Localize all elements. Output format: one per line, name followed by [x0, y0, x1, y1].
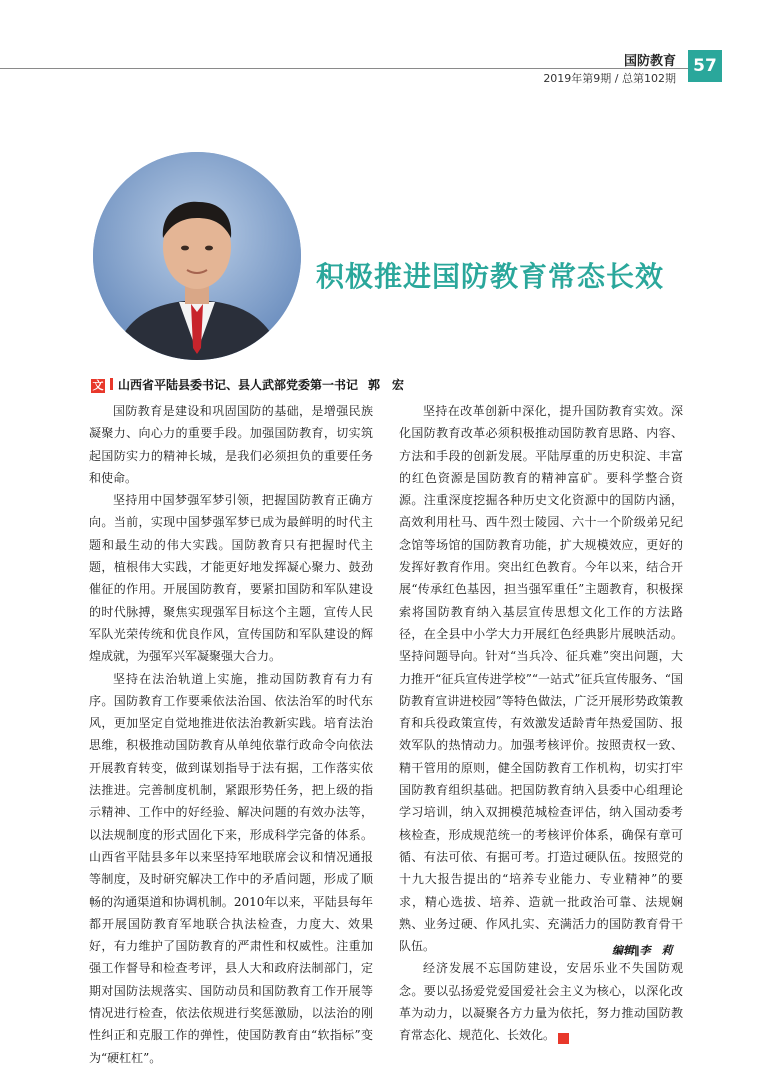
portrait-illustration: [93, 152, 301, 360]
article-column-left: [89, 400, 373, 1069]
magazine-name: 国防教育: [623, 54, 676, 69]
byline-organization: 山西省平陆县委书记、县人武部党委第一书记: [118, 378, 359, 392]
author-portrait: [93, 152, 301, 360]
byline-author: 郭 宏: [368, 378, 405, 392]
byline-tag: 文: [92, 379, 104, 392]
paragraph: 国防教育是建设和巩固国防的基础，是增强民族凝聚力、向心力的重要手段。加强国防教育，切实筑起国防实力的精神长城，是我们必须担负的重要任务和使命。: [89, 404, 373, 485]
article-title: 积极推进国防教育常态长效: [316, 260, 665, 293]
byline: [91, 376, 404, 393]
end-mark-icon: G: [558, 1033, 569, 1044]
paragraph: 坚持在法治轨道上实施，推动国防教育有力有序。国防教育工作要乘依法治国、依法治军的时代东风，更加坚定自觉地推进依法治教新实践。培育法治思维，积极推动国防教育从单纯依靠行政命令向依法开展教育转变，做到谋划指导于法有据，工作落实依法推进。完善制度机制，紧跟形势任务，把上级的指示精神、工作中的好经验、解决问题的有效办法等，以法规制度的形式固化下来，形成科学完备的体系。山西省平陆县多年以来坚持军地联席会议和情况通报等制度，及时研究解决工作中的矛盾问题，形成了顺畅的沟通渠道和协调机制。2010年以来，平陆县每年都开展国防教育军地联合执法检查，力度大、效果好，有力维护了国防教育的严肃性和权威性。注重加强工作督导和检查考评，县人大和政府法制部门，定期对国防法规落实、国防动员和国防教育工作开展等情况进行检查，依法依规进行奖惩激励，以法治的刚性纠正和克服工作的弹性，使国防教育由“软指标”变为“硬杠杠”。: [89, 671, 373, 1065]
header-rule: [0, 68, 688, 69]
paragraph-last: [399, 957, 683, 1046]
byline-separator: [110, 378, 113, 390]
paragraph-text: 经济发展不忘国防建设，安居乐业不失国防观念。要以弘扬爱党爱国爱社会主义为核心，以深化改革为动力，以凝聚各方力量为依托，努力推动国防教育常态化、规范化、长效化。: [399, 961, 683, 1043]
editor-credit: 编辑∥李 莉: [612, 944, 673, 957]
paragraph: 坚持在改革创新中深化，提升国防教育实效。深化国防教育改革必须积极推动国防教育思路、内容、方法和手段的创新发展。平陆厚重的历史积淀、丰富的红色资源是国防教育的精神富矿。要科学整合资源。注重深度挖掘各种历史文化资源中的国防内涵，高效利用杜马、西牛烈士陵园、六十一个阶级弟兄纪念馆等场馆的国防教育功能，扩大规模效应，更好的发挥好教育作用。突出红色教育。今年以来，结合开展“传承红色基因，担当强军重任”主题教育，积极探索将国防教育纳入基层宣传思想文化工作的方法路径，在全县中小学大力开展红色经典影片展映活动。坚持问题导向。针对“当兵冷、征兵难”突出问题，大力推开“征兵宣传进学校”“一站式”征兵宣传服务、“国防教育宣讲进校园”等特色做法，广泛开展形势政策教育和兵役政策宣传，有效激发适龄青年热爱国防、报效军队的热情动力。加强考核评价。按照责权一致、精干管用的原则，健全国防教育工作机构，切实打牢国防教育组织基础。把国防教育纳入县委中心组理论学习培训，纳入双拥模范城检查评估，纳入国动委考核检查，形成规范统一的考核评价体系，确保有章可循、有法可依、有据可考。打造过硬队伍。按照党的十九大报告提出的“培养专业能力、专业精神”的要求，精心选拔、培养、造就一批政治可靠、法规娴熟、业务过硬、作风扎实、充满活力的国防教育骨干队伍。: [399, 404, 683, 954]
page-number: 57: [688, 50, 722, 82]
issue-info: 2019年第9期 / 总第102期: [543, 72, 676, 85]
paragraph: 坚持用中国梦强军梦引领，把握国防教育正确方向。当前，实现中国梦强军梦已成为最鲜明的时代主题和最生动的伟大实践。国防教育只有把握时代主题，植根伟大实践，才能更好地发挥凝心聚力、鼓劲催征的作用。开展国防教育，要紧扣国防和军队建设的时代脉搏，聚焦实现强军目标这个主题，宣传人民军队光荣传统和优良作风，宣传国防和军队建设的辉煌成就，为强军兴军凝聚强大合力。: [89, 493, 373, 664]
